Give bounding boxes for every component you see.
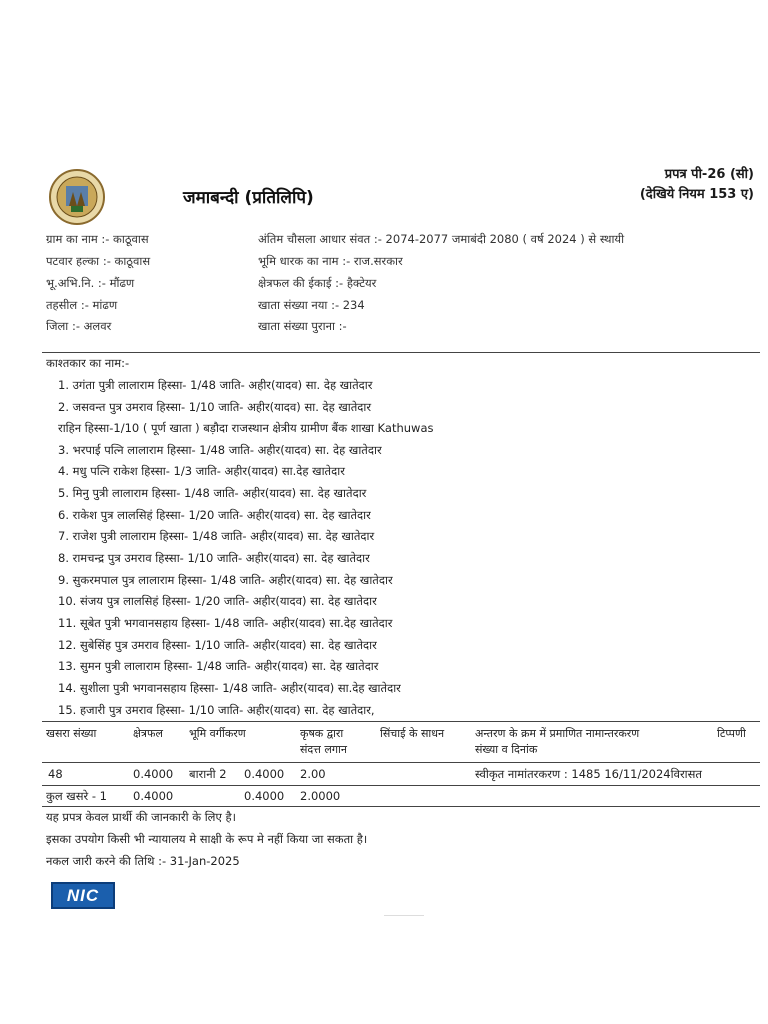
col-header-classification: भूमि वर्गीकरण [189,727,246,740]
owner-item: 9. सुकरमपाल पुत्र लालाराम हिस्सा- 1/48 जाति- अहीर(यादव) सा. देह खातेदार [58,573,393,587]
owner-item: 14. सुशीला पुत्री भगवानसहाय हिस्सा- 1/48 जाति- अहीर(यादव) सा.देह खातेदार [58,681,401,695]
col-header-irrigation: सिंचाई के साधन [380,727,445,740]
document-title: जमाबन्दी (प्रतिलिपि) [183,188,314,208]
col-header-mutation-line2: संख्या व दिनांक [475,743,538,756]
district: जिला :- अलवर [46,319,112,333]
owner-item: 1. उगंता पुत्री लालाराम हिस्सा- 1/48 जाति- अहीर(यादव) सा. देह खातेदार [58,378,373,392]
owner-item: 6. राकेश पुत्र लालसिहं हिस्सा- 1/20 जाति- अहीर(यादव) सा. देह खातेदार [58,508,371,522]
village-name: ग्राम का नाम :- काठूवास [46,232,149,246]
info-note: यह प्रपत्र केवल प्रार्थी की जानकारी के लिए है। [46,810,236,824]
owner-item: 3. भरपाई पत्नि लालाराम हिस्सा- 1/48 जाति- अहीर(यादव) सा. देह खातेदार [58,443,382,457]
divider [42,352,760,353]
faint-line [384,915,424,916]
owner-item: 10. संजय पुत्र लालसिहं हिस्सा- 1/20 जाति- अहीर(यादव) सा. देह खातेदार [58,594,377,608]
cell-area: 0.4000 [133,767,174,781]
cell-khasra: 48 [48,767,63,781]
form-number-label: प्रपत्र पी-26 (सी) [664,167,754,182]
form-rule-label: (देखिये नियम 153 ए) [639,187,754,202]
cell-mutation: स्वीकृत नामांतरकरण : 1485 16/11/2024विरासत [475,767,702,781]
col-header-rent-line1: कृषक द्वारा [300,727,344,740]
account-number-new: खाता संख्या नया :- 234 [258,298,365,312]
nic-logo-text: NIC [66,885,100,905]
col-header-remarks: टिप्पणी [717,727,746,740]
owner-item: 11. सूबेत पुत्री भगवानसहाय हिस्सा- 1/48 जाति- अहीर(यादव) सा.देह खातेदार [58,616,393,630]
col-header-rent-line2: संदत्त लगान [300,743,347,756]
area-unit: क्षेत्रफल की ईकाई :- हैक्टेयर [258,276,377,290]
owner-item: 2. जसवन्त पुत्र उमराव हिस्सा- 1/10 जाति- अहीर(यादव) सा. देह खातेदार [58,400,372,414]
court-note: इसका उपयोग किसी भी न्यायालय मे साक्षी के रूप मे नहीं किया जा सकता है। [46,832,368,846]
account-number-old: खाता संख्या पुराना :- [258,319,347,333]
owner-item: 8. रामचन्द्र पुत्र उमराव हिस्सा- 1/10 जाति- अहीर(यादव) सा. देह खातेदार [58,551,370,565]
table-row-border [42,785,760,786]
total-area: 0.4000 [133,789,174,803]
state-emblem-icon [47,168,107,226]
col-header-area: क्षेत्रफल [133,727,163,740]
form-number [640,165,754,205]
patwar-circle: पटवार हल्का :- काठूवास [46,254,151,268]
col-header-khasra: खसरा संख्या [46,727,97,740]
table-top-border [42,721,760,722]
tehsil: तहसील :- मांढण [46,298,118,312]
owners-heading: काश्तकार का नाम:- [46,356,130,370]
nic-logo [51,882,115,909]
total-label: कुल खसरे - 1 [46,789,107,803]
settlement-basis: अंतिम चौसला आधार संवत :- 2074-2077 जमाबंदी 2080 ( वर्ष 2024 ) से स्थायी [258,232,625,246]
owner-item: 4. मधु पत्नि राकेश हिस्सा- 1/3 जाति- अहीर(यादव) सा.देह खातेदार [58,464,345,478]
mortgage-note: राहिन हिस्सा-1/10 ( पूर्ण खाता ) बड़ौदा राजस्थान क्षेत्रीय ग्रामीण बैंक शाखा Kathuwas [58,421,434,435]
owner-item: 13. सुमन पुत्री लालाराम हिस्सा- 1/48 जाति- अहीर(यादव) सा. देह खातेदार [58,659,379,673]
owner-item: 12. सुबेसिंह पुत्र उमराव हिस्सा- 1/10 जाति- अहीर(यादव) सा. देह खातेदार [58,638,377,652]
col-header-mutation-line1: अन्तरण के क्रम में प्रमाणित नामान्तरकरण [475,727,640,740]
land-holder-name: भूमि धारक का नाम :- राज.सरकार [258,254,403,268]
table-header-border [42,762,760,763]
owner-item: 15. हजारी पुत्र उमराव हिस्सा- 1/10 जाति- अहीर(यादव) सा. देह खातेदार, [58,703,375,717]
total-rent: 2.0000 [300,789,341,803]
land-record-inspector: भू.अभि.नि. :- मौंढण [46,276,135,290]
cell-rent: 2.00 [300,767,326,781]
total-class-area: 0.4000 [244,789,285,803]
cell-class-area: 0.4000 [244,767,285,781]
owner-item: 5. मिनु पुत्री लालाराम हिस्सा- 1/48 जाति- अहीर(यादव) सा. देह खातेदार [58,486,367,500]
table-bottom-border [42,806,760,807]
owner-item: 7. राजेश पुत्री लालाराम हिस्सा- 1/48 जाति- अहीर(यादव) सा. देह खातेदार [58,529,375,543]
issue-date: नकल जारी करने की तिथि :- 31-Jan-2025 [46,854,240,868]
cell-class-name: बारानी 2 [189,767,227,781]
